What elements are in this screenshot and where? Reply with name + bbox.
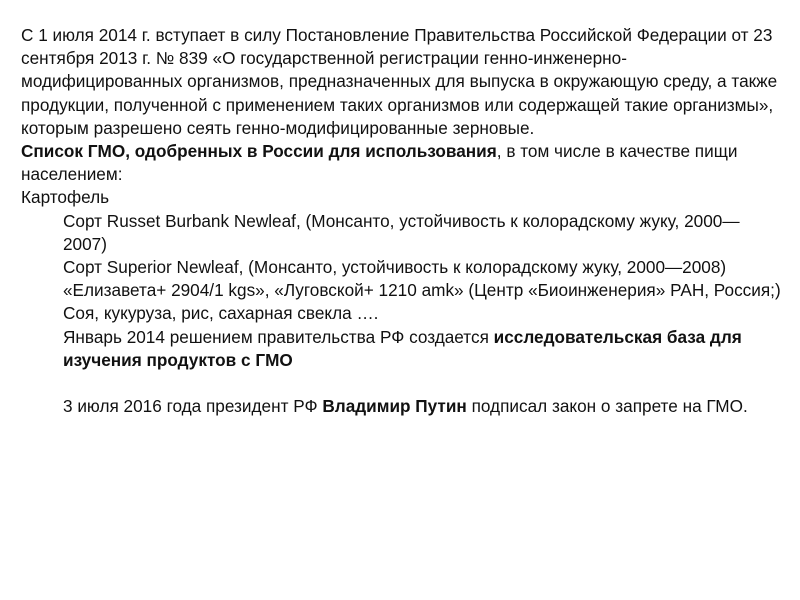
gmo-list-heading	[21, 140, 781, 186]
research-base-paragraph	[21, 326, 781, 372]
spacer	[21, 372, 781, 395]
law-bold-name: Владимир Путин	[322, 396, 467, 417]
list-item: Сорт Superior Newleaf, (Монсанто, устойчивость к колорадскому жуку, 2000—2008)	[63, 257, 727, 278]
list-item: Соя, кукуруза, рис, сахарная свекла ….	[63, 303, 379, 324]
law-rest: подписал закон о запрете на ГМО.	[466, 396, 748, 417]
research-bold: исследовательская база для изучения продуктов с ГМО	[63, 326, 742, 370]
list-item: «Елизавета+ 2904/1 kgs», «Луговской+ 1210 amk» (Центр «Биоинженерия» РАН, Россия;)	[63, 280, 781, 301]
gmo-list-heading-bold: Список ГМО, одобренных в России для использования	[21, 141, 497, 162]
intro-paragraph: С 1 июля 2014 г. вступает в силу Постановление Правительства Российской Федерации от 23 сентября 2013 г. № 839 «О государственной регистрации генно-инженерно-модифицированных организмов, предназначенных для выпуска в окружающую среду, а также продукции, полученной с применением таких организмов или содержащей такие организмы», которым разрешено сеять генно-модифицированные зерновые.	[21, 25, 778, 138]
list-item: Сорт Russet Burbank Newleaf, (Монсанто, устойчивость к колорадскому жуку, 2000—2007)	[63, 210, 740, 254]
gmo-list-heading-rest: , в том числе в качестве пищи населением:	[21, 141, 738, 185]
category-potato: Картофель	[21, 187, 110, 208]
law-lead: 3 июля 2016 года президент РФ	[63, 396, 323, 417]
slide-text	[21, 24, 781, 418]
research-lead: Январь 2014 решением правительства РФ создается	[63, 326, 494, 347]
law-paragraph	[21, 395, 781, 418]
